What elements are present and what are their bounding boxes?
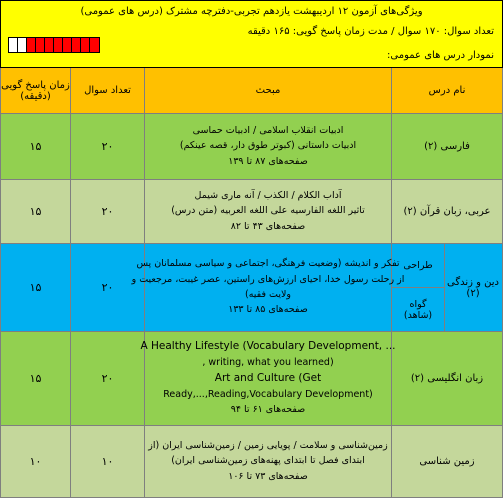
general-courses-progress — [8, 37, 100, 53]
table-row — [0, 426, 503, 498]
course-name-cell: عربی، زبان قرآن (۲) — [392, 180, 503, 244]
table-row — [0, 114, 503, 180]
progress-cell — [81, 38, 90, 52]
course-name-cell: زبان انگلیسی (۲) — [392, 332, 503, 426]
topic-line: ادبیات داستانی (کبوتر طوق دار، قصه عینکم) — [179, 140, 357, 152]
progress-cell — [18, 38, 27, 52]
topic-cell — [145, 180, 392, 244]
progress-cell — [72, 38, 81, 52]
table-row — [0, 244, 503, 332]
col-header-topic: مبحث — [145, 68, 392, 114]
witness-label-line: گواه — [409, 299, 427, 310]
progress-cell — [54, 38, 63, 52]
count-cell: ۲۰ — [71, 332, 145, 426]
witness-label — [392, 288, 445, 332]
time-cell: ۱۵ — [0, 244, 71, 332]
time-cell: ۱۵ — [0, 180, 71, 244]
topic-cell — [131, 244, 405, 332]
header-band — [0, 0, 503, 68]
topic-line: از رحلت رسول خدا، احیای ارزش‌های راستین، عصر غیبت، مرجعیت و — [131, 273, 405, 285]
progress-cell — [45, 38, 54, 52]
topic-line: Ready,...,Reading,Vocabulary Development) — [163, 388, 373, 400]
topic-line: Art and Culture (Get — [214, 372, 322, 385]
progress-cell — [36, 38, 45, 52]
course-name-cell: فارسی (۲) — [392, 114, 503, 180]
col-header-name: نام درس — [392, 68, 503, 114]
topic-line: A Healthy Lifestyle (Vocabulary Development, ... — [140, 340, 396, 353]
topic-cell — [145, 114, 392, 180]
table-header-row — [0, 68, 503, 114]
topic-line: , writing, what you learned) — [202, 356, 334, 368]
topic-pages: صفحه‌های ۷۳ تا ۱۰۶ — [228, 470, 308, 482]
topic-line: آداب الکلام / الکذب / آنه ماری شیمل — [194, 189, 342, 201]
table-row — [0, 332, 503, 426]
col-header-time: زمان پاسخ گویی (دقیقه) — [0, 68, 71, 114]
witness-label-line: (شاهد) — [403, 310, 433, 321]
topic-line: تاثیر اللغه الفارسیه علی اللغه العربیه (متن درس) — [171, 205, 365, 217]
topic-pages: صفحه‌های ۴۳ تا ۸۲ — [230, 220, 306, 232]
chart-label: نمودار درس های عمومی: — [387, 50, 494, 61]
count-cell: ۱۰ — [71, 426, 145, 498]
count-cell: ۲۰ — [71, 244, 145, 332]
course-name-cell: زمین شناسی — [392, 426, 503, 498]
progress-cell — [9, 38, 18, 52]
course-name: دین و زندگی (۲) — [447, 276, 499, 299]
time-cell: ۱۵ — [0, 114, 71, 180]
topic-cell — [145, 426, 392, 498]
col-header-count: تعداد سوال — [71, 68, 145, 114]
count-cell: ۲۰ — [71, 114, 145, 180]
topic-pages: صفحه‌های ۸۵ تا ۱۳۳ — [228, 304, 308, 316]
topic-cell — [140, 332, 396, 426]
count-cell: ۲۰ — [71, 180, 145, 244]
topic-pages: صفحه‌های ۶۱ تا ۹۴ — [230, 404, 306, 416]
progress-cell — [63, 38, 72, 52]
topic-pages: صفحه‌های ۸۷ تا ۱۳۹ — [228, 155, 308, 167]
topic-line: ابتدای فصل تا ابتدای پهنه‌های زمین‌شناسی ایران) — [171, 455, 365, 467]
topic-line: زمین‌شناسی و سلامت / پویایی زمین / زمین‌شناسی ایران (از — [148, 439, 388, 451]
progress-cell — [27, 38, 36, 52]
topic-line: تفکر و اندیشه (وضعیت فرهنگی، اجتماعی و سیاسی مسلمانان پس — [136, 258, 400, 270]
course-name-cell — [392, 244, 503, 332]
time-cell: ۱۰ — [0, 426, 71, 498]
design-label: طراحی — [392, 244, 445, 288]
topic-line: ولایت فقیه) — [245, 289, 292, 300]
topic-line: ادبیات انقلاب اسلامی / ادبیات حماسی — [192, 124, 344, 136]
time-cell: ۱۵ — [0, 332, 71, 426]
table-row — [0, 180, 503, 244]
exam-question-count: تعداد سوال: ۱۷۰ سوال / مدت زمان پاسخ گویی: ۱۶۵ دقیقه — [247, 26, 494, 37]
progress-cell — [90, 38, 99, 52]
exam-title: ویژگی‌های آزمون ۱۲ اردیبهشت یازدهم تجربی-دفترچه مشترک (درس های عمومی) — [80, 6, 423, 17]
